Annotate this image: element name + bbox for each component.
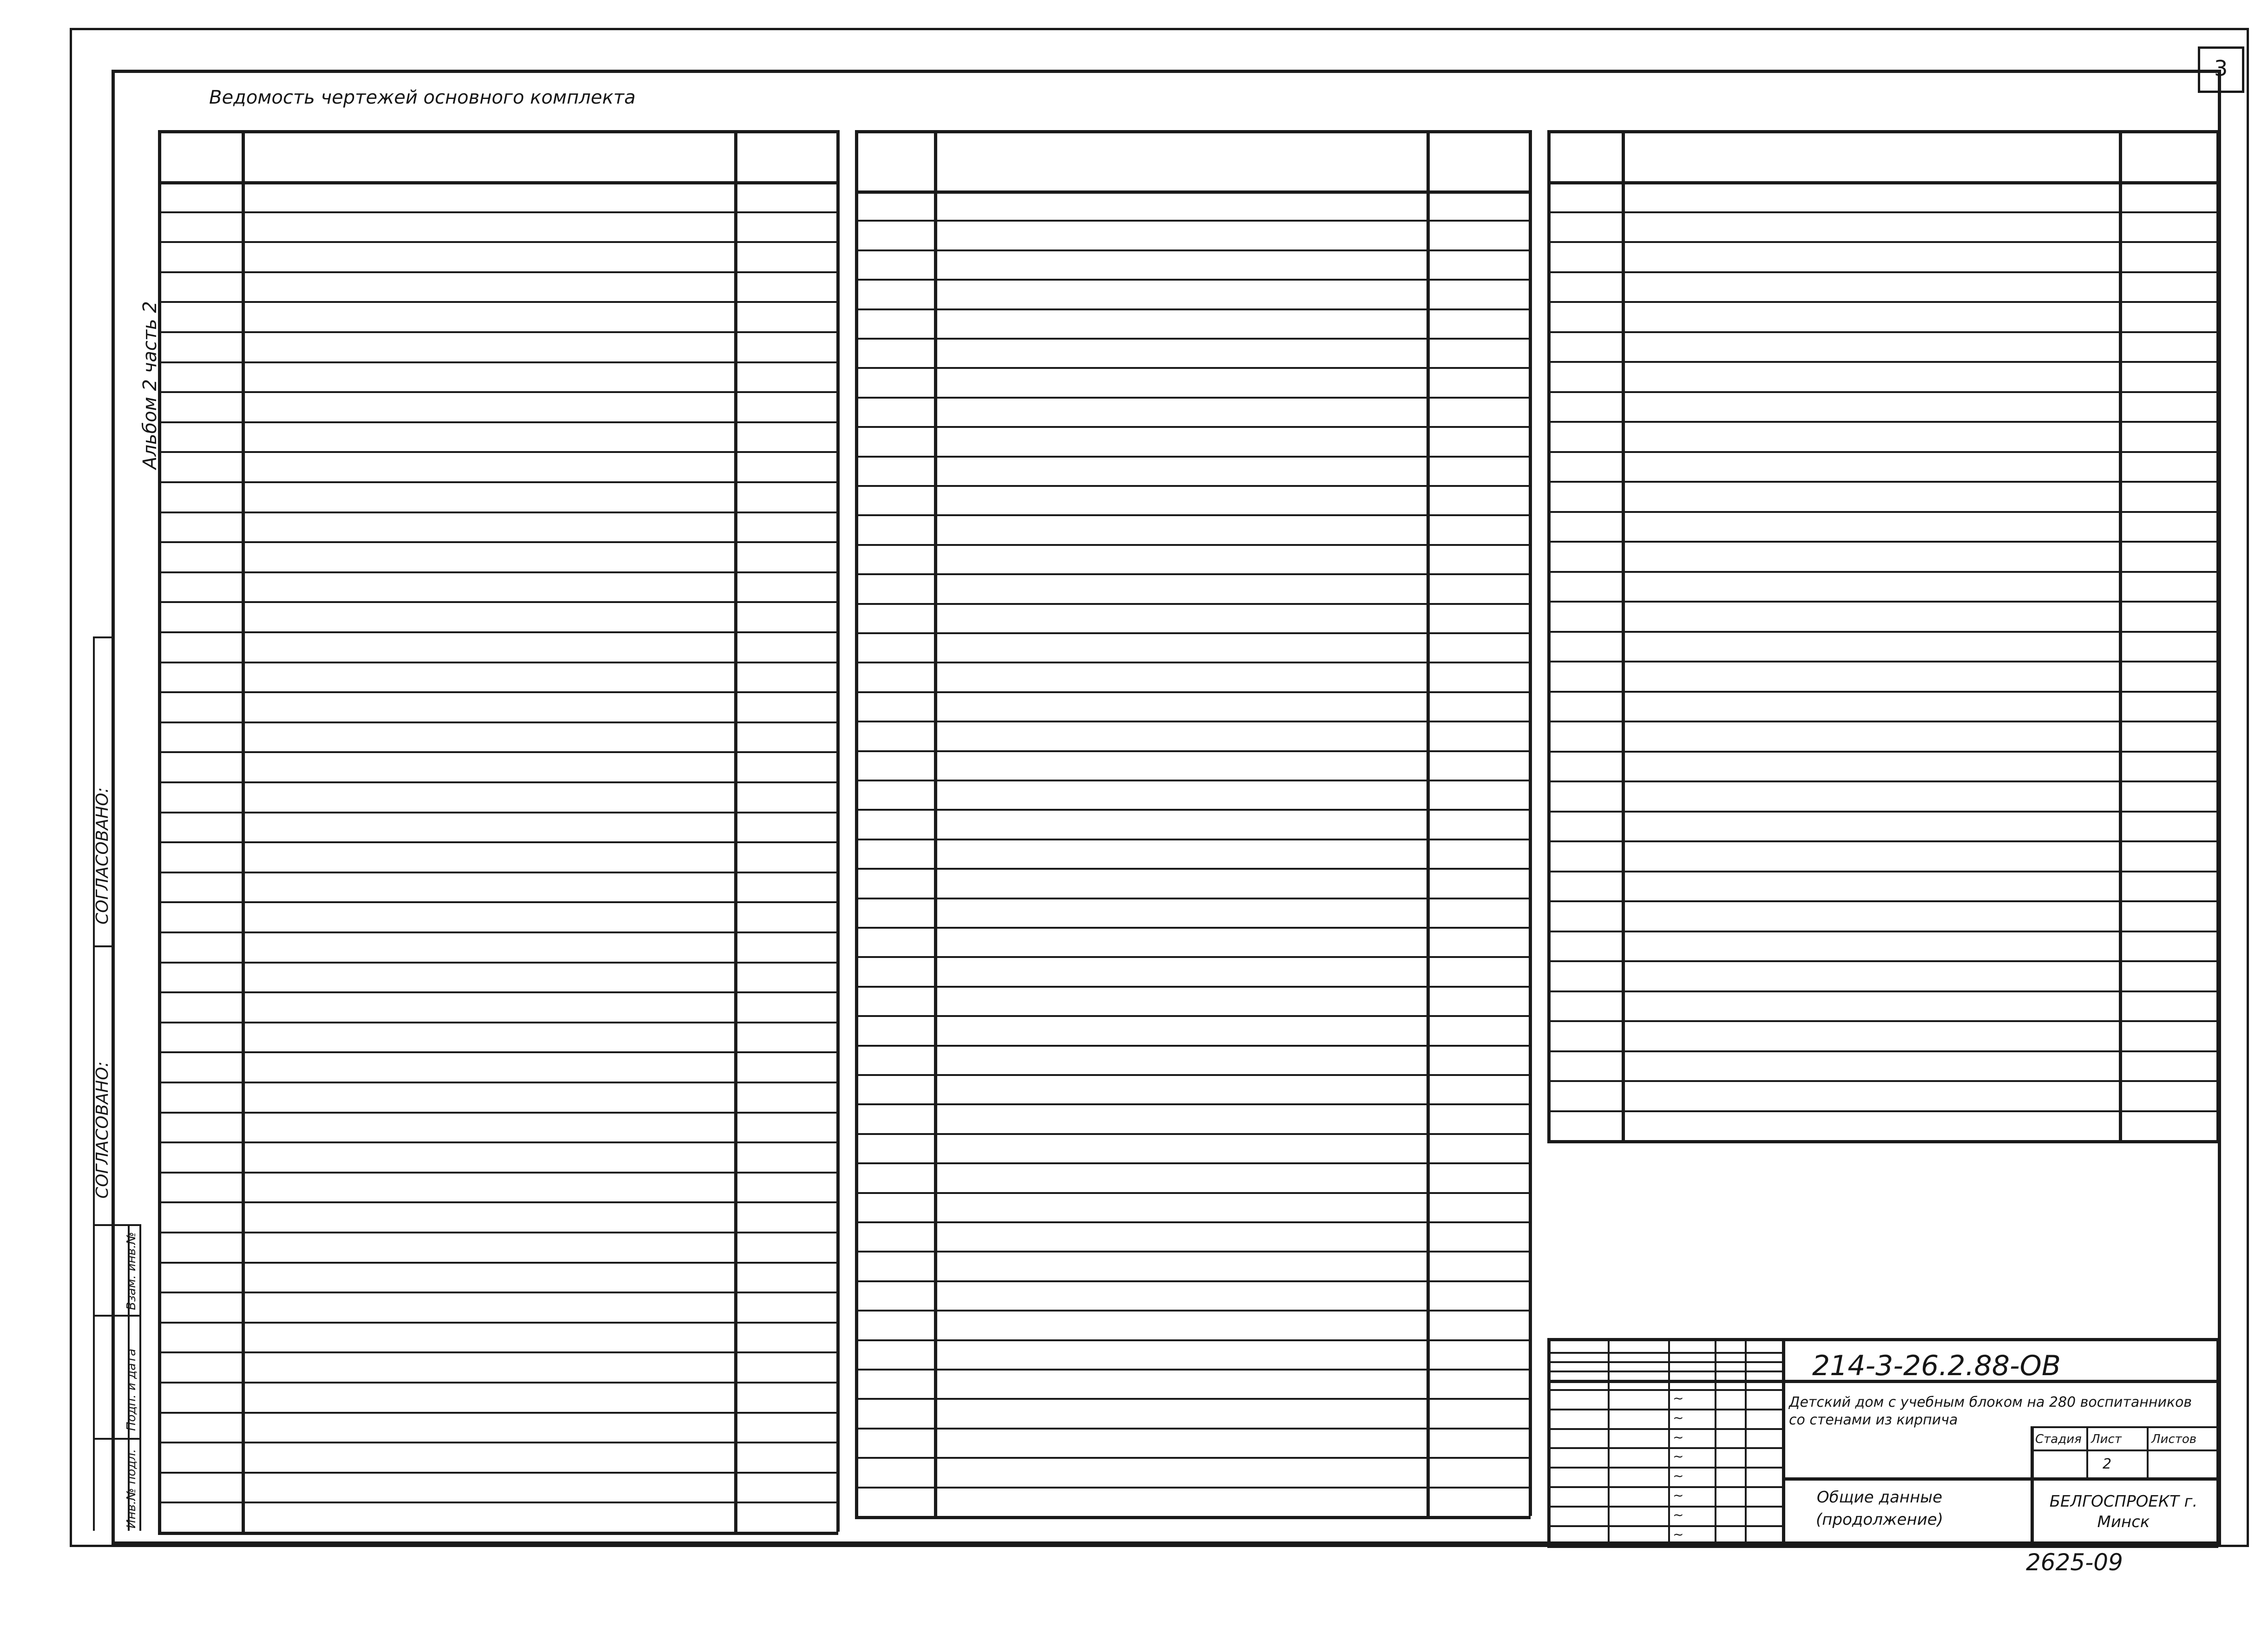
h-rule bbox=[1547, 721, 2218, 722]
h-rule bbox=[1547, 631, 2218, 633]
h-rule bbox=[158, 812, 838, 813]
section-name: Общие данные (продолжение) bbox=[1816, 1488, 1943, 1529]
h-rule bbox=[855, 485, 1531, 487]
h-rule bbox=[2031, 1426, 2216, 1428]
h-rule bbox=[855, 898, 1531, 899]
h-rule bbox=[1547, 1110, 2218, 1112]
h-rule bbox=[855, 721, 1531, 722]
v-rule bbox=[2119, 130, 2122, 1140]
h-rule bbox=[1547, 301, 2218, 303]
h-rule bbox=[158, 841, 838, 843]
h-rule bbox=[158, 211, 838, 213]
h-rule bbox=[158, 1141, 838, 1143]
h-rule bbox=[1547, 1525, 1782, 1527]
h-rule bbox=[855, 190, 1531, 194]
h-rule bbox=[158, 1351, 838, 1353]
h-rule bbox=[1547, 1486, 1782, 1488]
h-rule bbox=[158, 1472, 838, 1474]
h-rule bbox=[855, 780, 1531, 781]
signature: ~ bbox=[1673, 1468, 1684, 1484]
h-rule bbox=[158, 1322, 838, 1324]
h-rule bbox=[158, 1082, 838, 1083]
h-rule bbox=[855, 1457, 1531, 1459]
h-rule bbox=[158, 181, 838, 184]
h-rule bbox=[1547, 871, 2218, 872]
v-rule bbox=[2086, 1426, 2088, 1477]
h-rule bbox=[1547, 541, 2218, 543]
h-rule bbox=[158, 1292, 838, 1293]
h-rule bbox=[855, 927, 1531, 929]
album-label: Альбом 2 часть 2 bbox=[139, 301, 161, 469]
h-rule bbox=[1547, 1428, 1782, 1430]
v-rule bbox=[1547, 1338, 1549, 1545]
h-rule bbox=[855, 956, 1531, 958]
h-rule bbox=[855, 809, 1531, 811]
h-rule bbox=[1547, 1338, 2218, 1341]
h-rule bbox=[158, 1382, 838, 1384]
h-rule bbox=[158, 271, 838, 273]
h-rule bbox=[158, 631, 838, 633]
h-rule bbox=[1547, 241, 2218, 243]
h-rule bbox=[855, 1369, 1531, 1371]
h-rule bbox=[158, 721, 838, 723]
h-rule bbox=[855, 1428, 1531, 1430]
h-rule bbox=[1547, 331, 2218, 333]
h-rule bbox=[1547, 931, 2218, 932]
v-rule bbox=[2216, 1338, 2220, 1545]
h-rule bbox=[855, 1133, 1531, 1135]
h-rule bbox=[158, 901, 838, 903]
h-rule bbox=[1547, 1380, 2218, 1383]
v-rule bbox=[1715, 1338, 1716, 1545]
h-rule bbox=[158, 541, 838, 543]
h-rule bbox=[855, 279, 1531, 281]
h-rule bbox=[1547, 661, 2218, 662]
h-rule bbox=[855, 1162, 1531, 1164]
signature: ~ bbox=[1673, 1449, 1684, 1464]
h-rule bbox=[855, 1280, 1531, 1282]
h-rule bbox=[1547, 1361, 1782, 1363]
h-rule bbox=[1547, 361, 2218, 363]
h-rule bbox=[1547, 391, 2218, 393]
h-rule bbox=[158, 1112, 838, 1114]
h-rule bbox=[855, 662, 1531, 663]
h-rule bbox=[158, 1232, 838, 1233]
h-rule bbox=[1547, 421, 2218, 423]
h-rule bbox=[158, 130, 838, 133]
h-rule bbox=[1547, 1371, 1782, 1372]
h-rule bbox=[158, 571, 838, 573]
v-rule bbox=[1622, 130, 1625, 1140]
h-rule bbox=[158, 662, 838, 663]
stamp-original-inv: Инв.№ подл. bbox=[125, 1449, 138, 1528]
h-rule bbox=[158, 391, 838, 393]
h-rule bbox=[158, 1262, 838, 1264]
h-rule bbox=[855, 1251, 1531, 1253]
signature: ~ bbox=[1673, 1488, 1684, 1503]
h-rule bbox=[2031, 1449, 2216, 1451]
h-rule bbox=[1547, 271, 2218, 273]
signature: ~ bbox=[1673, 1429, 1684, 1445]
h-rule bbox=[1547, 211, 2218, 213]
stage-label: Стадия bbox=[2035, 1432, 2082, 1446]
h-rule bbox=[855, 1310, 1531, 1312]
h-rule bbox=[855, 632, 1531, 634]
soglasovano-label-1: СОГЛАСОВАНО: bbox=[93, 787, 112, 925]
h-rule bbox=[855, 573, 1531, 575]
v-rule bbox=[1745, 1338, 1747, 1545]
h-rule bbox=[1547, 1409, 1782, 1410]
h-rule bbox=[158, 1172, 838, 1174]
h-rule bbox=[855, 1192, 1531, 1194]
h-rule bbox=[1782, 1477, 2216, 1481]
h-rule bbox=[1547, 840, 2218, 842]
h-rule bbox=[855, 691, 1531, 693]
h-rule bbox=[158, 872, 838, 873]
h-rule bbox=[158, 512, 838, 513]
h-rule bbox=[855, 1398, 1531, 1400]
signature: ~ bbox=[1673, 1390, 1684, 1406]
h-rule bbox=[1547, 900, 2218, 902]
h-rule bbox=[1547, 571, 2218, 573]
h-rule bbox=[1547, 511, 2218, 513]
h-rule bbox=[158, 931, 838, 933]
h-rule bbox=[855, 130, 1531, 133]
signature: ~ bbox=[1673, 1507, 1684, 1522]
v-rule bbox=[1782, 1338, 1785, 1545]
h-rule bbox=[855, 397, 1531, 399]
h-rule bbox=[1547, 811, 2218, 813]
h-rule bbox=[1547, 481, 2218, 483]
v-rule bbox=[1668, 1338, 1670, 1545]
h-rule bbox=[855, 544, 1531, 546]
h-rule bbox=[1547, 1140, 2218, 1143]
h-rule bbox=[1547, 751, 2218, 753]
h-rule bbox=[158, 781, 838, 783]
h-rule bbox=[855, 1487, 1531, 1489]
h-rule bbox=[1547, 1447, 1782, 1449]
h-rule bbox=[855, 839, 1531, 840]
h-rule bbox=[1547, 780, 2218, 782]
h-rule bbox=[158, 1442, 838, 1443]
h-rule bbox=[855, 1045, 1531, 1047]
h-rule bbox=[855, 750, 1531, 752]
h-rule bbox=[855, 367, 1531, 369]
h-rule bbox=[1547, 691, 2218, 693]
h-rule bbox=[1547, 1080, 2218, 1082]
sheet-number: 3 bbox=[2214, 56, 2228, 81]
h-rule bbox=[158, 361, 838, 363]
inventory-number: 2625-09 bbox=[2026, 1549, 2123, 1576]
h-rule bbox=[855, 220, 1531, 222]
soglasovano-label-2: СОГЛАСОВАНО: bbox=[93, 1061, 112, 1199]
h-rule bbox=[1547, 451, 2218, 453]
h-rule bbox=[855, 1516, 1531, 1519]
h-rule bbox=[158, 1412, 838, 1414]
h-rule bbox=[158, 1201, 838, 1203]
h-rule bbox=[1547, 1506, 1782, 1508]
h-rule bbox=[855, 603, 1531, 605]
h-rule bbox=[1547, 1050, 2218, 1052]
h-rule bbox=[855, 456, 1531, 458]
h-rule bbox=[855, 1015, 1531, 1017]
h-rule bbox=[1547, 1545, 2218, 1548]
h-rule bbox=[1547, 960, 2218, 962]
v-rule bbox=[1608, 1338, 1610, 1545]
sheet-value: 2 bbox=[2103, 1456, 2112, 1472]
h-rule bbox=[158, 451, 838, 453]
h-rule bbox=[158, 691, 838, 693]
h-rule bbox=[158, 601, 838, 603]
h-rule bbox=[1547, 181, 2218, 184]
h-rule bbox=[158, 481, 838, 483]
h-rule bbox=[1547, 1020, 2218, 1022]
h-rule bbox=[158, 991, 838, 993]
h-rule bbox=[855, 986, 1531, 988]
h-rule bbox=[855, 1221, 1531, 1223]
organization: БЕЛГОСПРОЕКТ г. Минск bbox=[2049, 1492, 2198, 1532]
h-rule bbox=[855, 514, 1531, 516]
document-code: 214-3-26.2.88-ОВ bbox=[1812, 1350, 2061, 1382]
project-name: Детский дом с учебным блоком на 280 воспитанников со стенами из кирпича bbox=[1789, 1394, 2192, 1428]
h-rule bbox=[158, 331, 838, 333]
h-rule bbox=[855, 1339, 1531, 1341]
h-rule bbox=[158, 241, 838, 243]
v-rule bbox=[2031, 1426, 2034, 1545]
h-rule bbox=[855, 338, 1531, 340]
h-rule bbox=[1547, 130, 2218, 133]
signature: ~ bbox=[1673, 1410, 1684, 1425]
h-rule bbox=[158, 1532, 838, 1535]
h-rule bbox=[158, 962, 838, 964]
h-rule bbox=[1547, 1389, 1782, 1391]
h-rule bbox=[1547, 1352, 1782, 1354]
v-rule bbox=[2147, 1426, 2149, 1477]
stamp-replacement-inv: Взам. инв.№ bbox=[125, 1232, 138, 1310]
stamp-sign-date: Подп. и дата bbox=[125, 1348, 138, 1431]
sheets-label: Листов bbox=[2151, 1432, 2197, 1446]
h-rule bbox=[158, 421, 838, 423]
v-rule bbox=[2216, 130, 2220, 1140]
h-rule bbox=[855, 1103, 1531, 1105]
h-rule bbox=[158, 1022, 838, 1023]
h-rule bbox=[158, 1502, 838, 1503]
v-rule bbox=[1547, 130, 1551, 1140]
h-rule bbox=[158, 301, 838, 303]
h-rule bbox=[158, 1051, 838, 1053]
h-rule bbox=[855, 868, 1531, 870]
h-rule bbox=[855, 1074, 1531, 1076]
h-rule bbox=[855, 308, 1531, 310]
h-rule bbox=[1547, 990, 2218, 992]
sheet-label: Лист bbox=[2091, 1432, 2122, 1446]
h-rule bbox=[1547, 1467, 1782, 1469]
document-title: Ведомость чертежей основного комплекта bbox=[209, 87, 636, 108]
signature: ~ bbox=[1673, 1526, 1684, 1542]
h-rule bbox=[158, 751, 838, 753]
h-rule bbox=[1547, 601, 2218, 603]
h-rule bbox=[855, 426, 1531, 428]
h-rule bbox=[855, 249, 1531, 251]
